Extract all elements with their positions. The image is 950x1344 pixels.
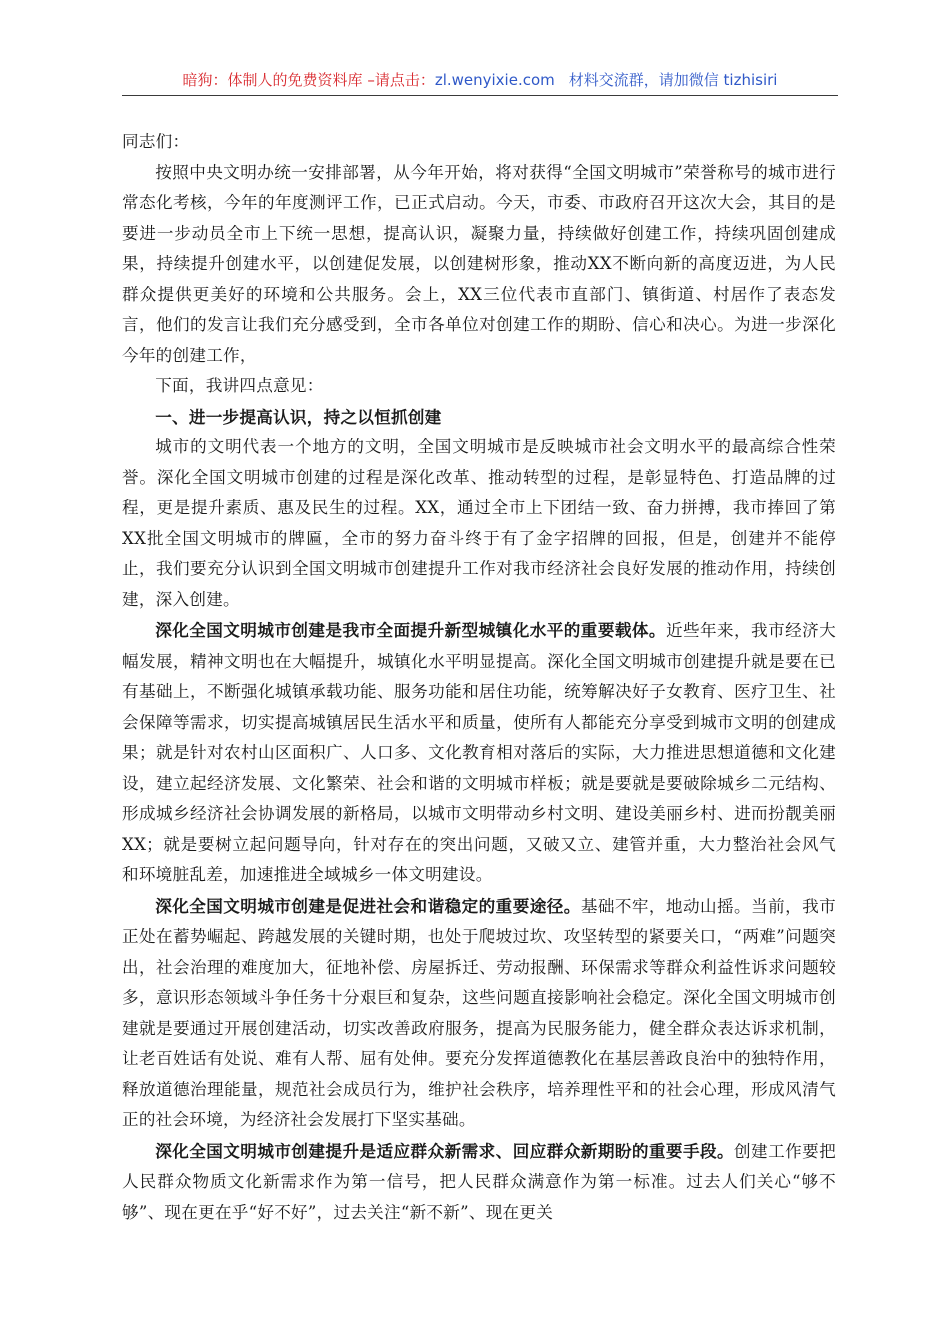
paragraph xyxy=(122,891,836,1136)
header-brand: 暗狗：体制人的免费资料库 xyxy=(182,71,363,89)
paragraph-body: 创建工作要把人民群众物质文化新需求作为第一信号，把人民群众满意作为第一标准。过去人们关心“够不够”、现在更在乎“好不好”，过去关注“新不新”、现在更关 xyxy=(122,1141,836,1222)
section-heading: 一、进一步提高认识，持之以恒抓创建 xyxy=(155,406,442,427)
paragraph xyxy=(122,1136,836,1229)
header-divider xyxy=(122,95,838,96)
paragraph-lead: 深化全国文明城市创建是促进社会和谐稳定的重要途径。 xyxy=(155,895,581,916)
header-contact: 材料交流群，请加微信 tizhisiri xyxy=(568,71,778,89)
transition-paragraph: 下面，我讲四点意见： xyxy=(155,376,324,395)
salutation: 同志们： xyxy=(122,132,190,151)
document-body xyxy=(122,127,836,1228)
intro-paragraph: 按照中央文明办统一安排部署，从今年开始，将对获得“全国文明城市”荣誉称号的城市进行常态化考核，今年的年度测评工作，已正式启动。今天，市委、市政府召开这次大会，其目的是要进一步动员全市上下统一思想，提高认识，凝聚力量，持续做好创建工作，持续巩固创建成果，持续提升创建水平，以创建促发展，以创建树形象，推动XX不断向新的高度迈进，为人民群众提供更美好的环境和公共服务。会上，XX三位代表市直部门、镇街道、村居作了表态发言，他们的发言让我们充分感受到，全市各单位对创建工作的期盼、信心和决心。为进一步深化今年的创建工作， xyxy=(122,162,836,365)
paragraph xyxy=(122,615,836,891)
header-prompt: –请点击： xyxy=(362,71,435,89)
page-header xyxy=(122,66,838,94)
paragraph-body: 近些年来，我市经济大幅发展，精神文明也在大幅提升，城镇化水平明显提高。深化全国文明城市创建提升就是要在已有基础上，不断强化城镇承载功能、服务功能和居住功能，统筹解决好子女教育、医疗卫生、社会保障等需求，切实提高城镇居民生活水平和质量，使所有人都能充分享受到城市文明的创建成果；就是针对农村山区面积广、人口多、文化教育相对落后的实际，大力推进思想道德和文化建设，建立起经济发展、文化繁荣、社会和谐的文明城市样板；就是要就是要破除城乡二元结构、形成城乡经济社会协调发展的新格局，以城市文明带动乡村文明、建设美丽乡村、进而扮靓美丽XX；就是要树立起问题导向，针对存在的突出问题，又破又立、建管并重，大力整治社会风气和环境脏乱差，加速推进全域城乡一体文明建设。 xyxy=(122,621,837,884)
paragraph-body: 基础不牢，地动山摇。当前，我市正处在蓄势崛起、跨越发展的关键时期，也处于爬坡过坎、攻坚转型的紧要关口，“两难”问题突出，社会治理的难度加大，征地补偿、房屋拆迁、劳动报酬、环保需求等群众利益性诉求问题较多，意识形态领域斗争任务十分艰巨和复杂，这些问题直接影响社会稳定。深化全国文明城市创建就是要通过开展创建活动，切实改善政府服务，提高为民服务能力，健全群众表达诉求机制，让老百姓话有处说、难有人帮、屈有处伸。要充分发挥道德教化在基层善政良治中的独特作用，释放道德治理能量，规范社会成员行为，维护社会秩序，培养理性平和的社会心理，形成风清气正的社会环境，为经济社会发展打下坚实基础。 xyxy=(122,896,837,1129)
paragraph-lead: 深化全国文明城市创建是我市全面提升新型城镇化水平的重要载体。 xyxy=(155,620,666,640)
paragraph: 城市的文明代表一个地方的文明，全国文明城市是反映城市社会文明水平的最高综合性荣誉。深化全国文明城市创建的过程是深化改革、推动转型的过程，是彰显特色、打造品牌的过程，更是提升素质、惠及民生的过程。XX，通过全市上下团结一致、奋力拼搏，我市捧回了第XX批全国文明城市的牌匾，全市的努力奋斗终于有了金字招牌的回报，但是，创建并不能停止，我们要充分认识到全国文明城市创建提升工作对我市经济社会良好发展的推动作用，持续创建，深入创建。 xyxy=(122,437,836,609)
paragraph-lead: 深化全国文明城市创建提升是适应群众新需求、回应群众新期盼的重要手段。 xyxy=(155,1140,735,1161)
header-url-link[interactable]: zl.wenyixie.com xyxy=(434,71,555,89)
